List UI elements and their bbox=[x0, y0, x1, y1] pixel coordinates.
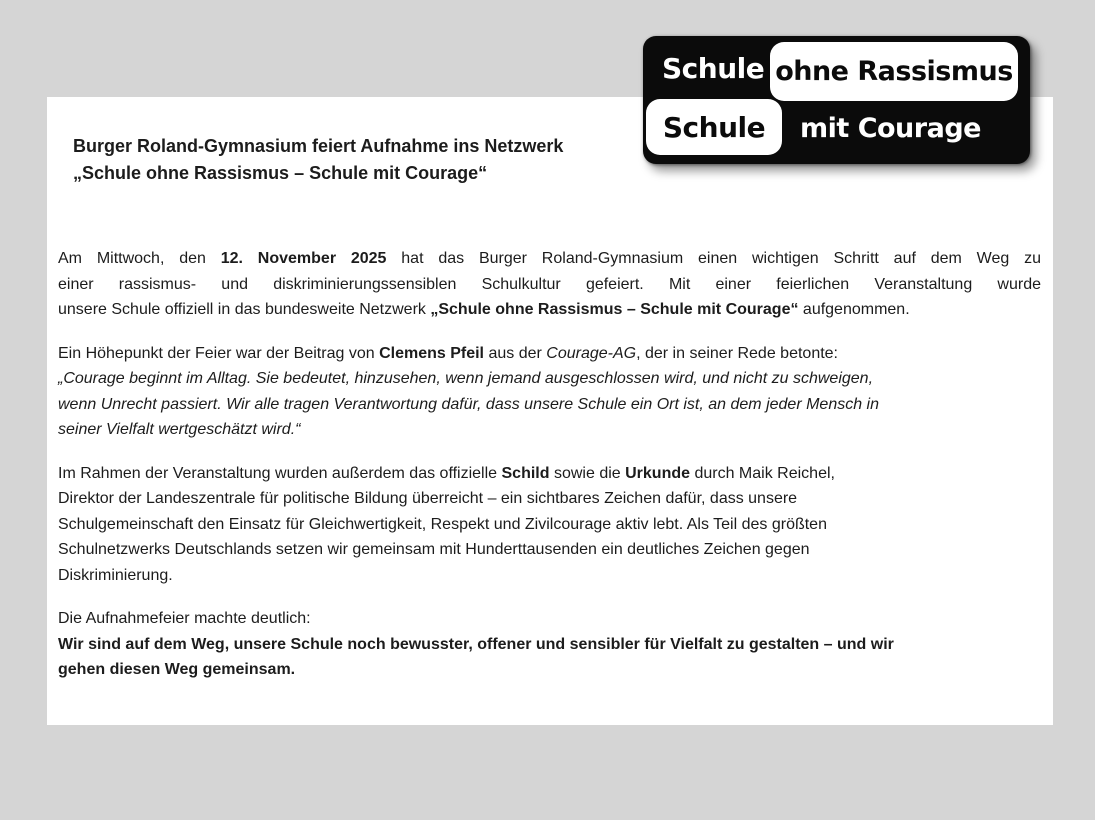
text-segment: Clemens Pfeil bbox=[379, 344, 484, 362]
text-segment: aufgenommen. bbox=[798, 301, 910, 318]
text-line bbox=[58, 486, 1041, 512]
text-line bbox=[58, 417, 1041, 443]
text-segment: gehen diesen Weg gemeinsam. bbox=[58, 661, 296, 678]
text-segment: einer rassismus- und diskriminierungssensiblen Schulkultur gefeiert. Mit einer feierlichen Veranstaltung wurde bbox=[58, 275, 1041, 293]
logo-ohne-rassismus-label: ohne Rassismus bbox=[770, 42, 1018, 101]
text-segment: „Schule ohne Rassismus – Schule mit Courage“ bbox=[430, 301, 799, 318]
text-segment: Schulnetzwerks Deutschlands setzen wir gemeinsam mit Hunderttausenden ein deutliches Zeichen gegen bbox=[58, 541, 810, 558]
text-segment: Im Rahmen der Veranstaltung wurden außerdem das offizielle bbox=[58, 464, 502, 482]
text-segment: Urkunde bbox=[625, 464, 691, 482]
article-title-line-2: „Schule ohne Rassismus – Schule mit Courage“ bbox=[73, 163, 488, 183]
article-body bbox=[58, 246, 1041, 683]
text-segment: Schulgemeinschaft den Einsatz für Gleichwertigkeit, Respekt und Zivilcourage aktiv lebt. Als Teil des größten bbox=[58, 515, 827, 533]
text-segment: Direktor der Landeszentrale für politische Bildung überreicht – ein sichtbares Zeichen dafür, dass unsere bbox=[58, 490, 798, 507]
text-line bbox=[58, 563, 1041, 589]
text-segment: Courage-AG bbox=[546, 344, 637, 362]
text-line bbox=[58, 657, 1041, 683]
text-line bbox=[58, 461, 1041, 487]
text-segment: sowie die bbox=[549, 464, 626, 482]
text-segment: seiner Vielfalt wertgeschätzt wird.“ bbox=[58, 421, 301, 438]
paragraph bbox=[58, 606, 1041, 683]
schule-ohne-rassismus-logo bbox=[643, 36, 1030, 164]
text-segment: Am Mittwoch, den bbox=[58, 250, 221, 267]
text-line bbox=[58, 392, 1041, 418]
text-line bbox=[58, 512, 1041, 538]
logo-schule-top-label: Schule bbox=[662, 51, 765, 85]
text-segment: , der in seiner Rede betonte: bbox=[636, 344, 838, 362]
text-segment: Schild bbox=[501, 464, 550, 482]
paragraph bbox=[58, 461, 1041, 589]
document-page bbox=[47, 97, 1053, 725]
text-line bbox=[58, 537, 1041, 563]
text-line bbox=[58, 246, 1041, 272]
text-segment: aus der bbox=[484, 344, 547, 362]
text-line bbox=[58, 632, 1041, 658]
text-segment: Die Aufnahmefeier machte deutlich: bbox=[58, 610, 311, 627]
logo-schule-bottom-label: Schule bbox=[646, 99, 782, 155]
text-line bbox=[58, 366, 1041, 392]
paragraph bbox=[58, 246, 1041, 323]
paragraph bbox=[58, 341, 1041, 443]
text-segment: durch Maik Reichel, bbox=[690, 464, 835, 482]
text-segment: hat das Burger Roland-Gymnasium einen wichtigen Schritt auf dem Weg zu bbox=[386, 250, 1041, 267]
text-line bbox=[58, 297, 1041, 323]
text-segment: Diskriminierung. bbox=[58, 566, 173, 584]
text-segment: „Courage beginnt im Alltag. Sie bedeutet, hinzusehen, wenn jemand ausgeschlossen wird, und nicht zu schweigen, bbox=[58, 370, 874, 387]
text-line bbox=[58, 341, 1041, 367]
text-segment: unsere Schule offiziell in das bundesweite Netzwerk bbox=[58, 301, 431, 318]
text-segment: wenn Unrecht passiert. Wir alle tragen Verantwortung dafür, dass unsere Schule ein Ort ist, an dem jeder Mensch in bbox=[58, 395, 880, 413]
text-line bbox=[58, 606, 1041, 632]
logo-mit-courage-label: mit Courage bbox=[800, 112, 981, 144]
article-title-line-1: Burger Roland-Gymnasium feiert Aufnahme ins Netzwerk bbox=[73, 136, 564, 156]
text-segment: 12. November 2025 bbox=[220, 250, 387, 267]
text-segment: Wir sind auf dem Weg, unsere Schule noch bewusster, offener und sensibler für Vielfalt zu gestalten – und wir bbox=[58, 635, 894, 653]
text-line bbox=[58, 272, 1041, 298]
text-segment: Ein Höhepunkt der Feier war der Beitrag von bbox=[58, 344, 380, 362]
